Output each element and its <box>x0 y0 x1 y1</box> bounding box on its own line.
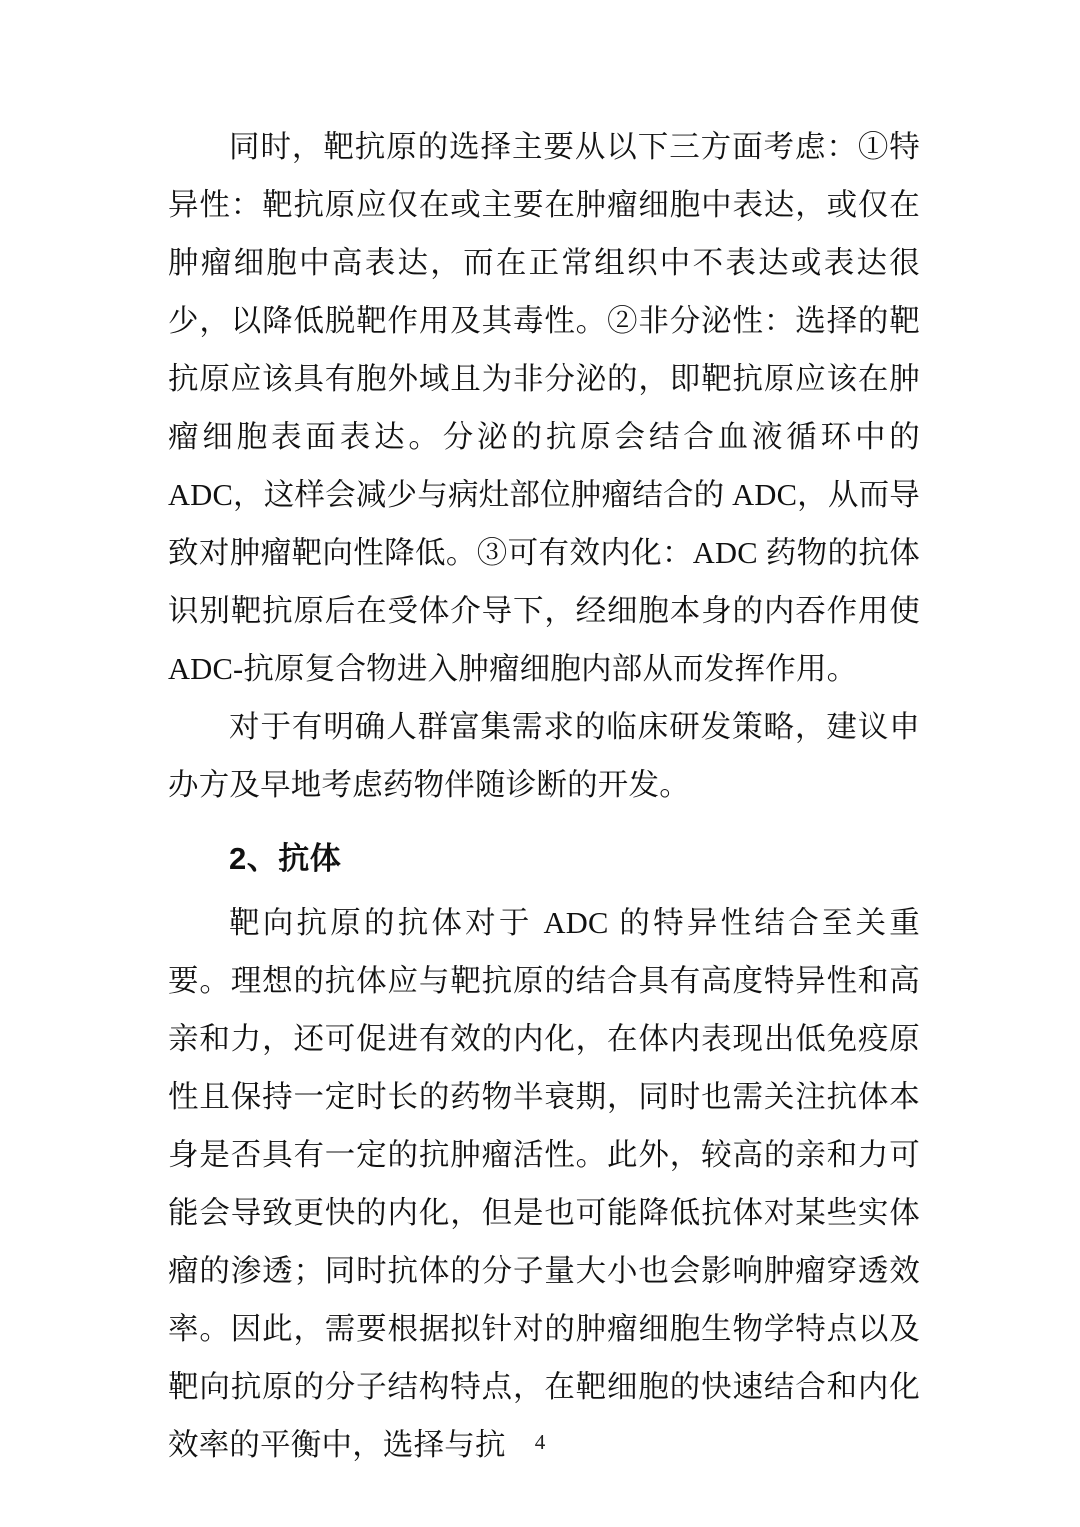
page-body <box>168 118 920 1474</box>
paragraph-antibody-properties: 靶向抗原的抗体对于 ADC 的特异性结合至关重要。理想的抗体应与靶抗原的结合具有高度特异性和高亲和力，还可促进有效的内化，在体内表现出低免疫原性且保持一定时长的药物半衰期，同时也需关注抗体本身是否具有一定的抗肿瘤活性。此外，较高的亲和力可能会导致更快的内化，但是也可能降低抗体对某些实体瘤的渗透；同时抗体的分子量大小也会影响肿瘤穿透效率。因此，需要根据拟针对的肿瘤细胞生物学特点以及靶向抗原的分子结构特点，在靶细胞的快速结合和内化效率的平衡中，选择与抗 <box>168 906 920 1462</box>
section-heading-antibody: 2、抗体 <box>229 841 342 876</box>
paragraph-companion-diagnostics: 对于有明确人群富集需求的临床研发策略，建议申办方及早地考虑药物伴随诊断的开发。 <box>168 710 920 802</box>
paragraph-target-antigen-selection: 同时，靶抗原的选择主要从以下三方面考虑：①特异性：靶抗原应仅在或主要在肿瘤细胞中表达，或仅在肿瘤细胞中高表达，而在正常组织中不表达或表达很少，以降低脱靶作用及其毒性。②非分泌性：选择的靶抗原应该具有胞外域且为非分泌的，即靶抗原应该在肿瘤细胞表面表达。分泌的抗原会结合血液循环中的 ADC，这样会减少与病灶部位肿瘤结合的 ADC，从而导致对肿瘤靶向性降低。③可有效内化：ADC 药物的抗体识别靶抗原后在受体介导下，经细胞本身的内吞作用使 ADC-抗原复合物进入肿瘤细胞内部从而发挥作用。 <box>168 130 920 686</box>
page-number: 4 <box>534 1430 546 1454</box>
